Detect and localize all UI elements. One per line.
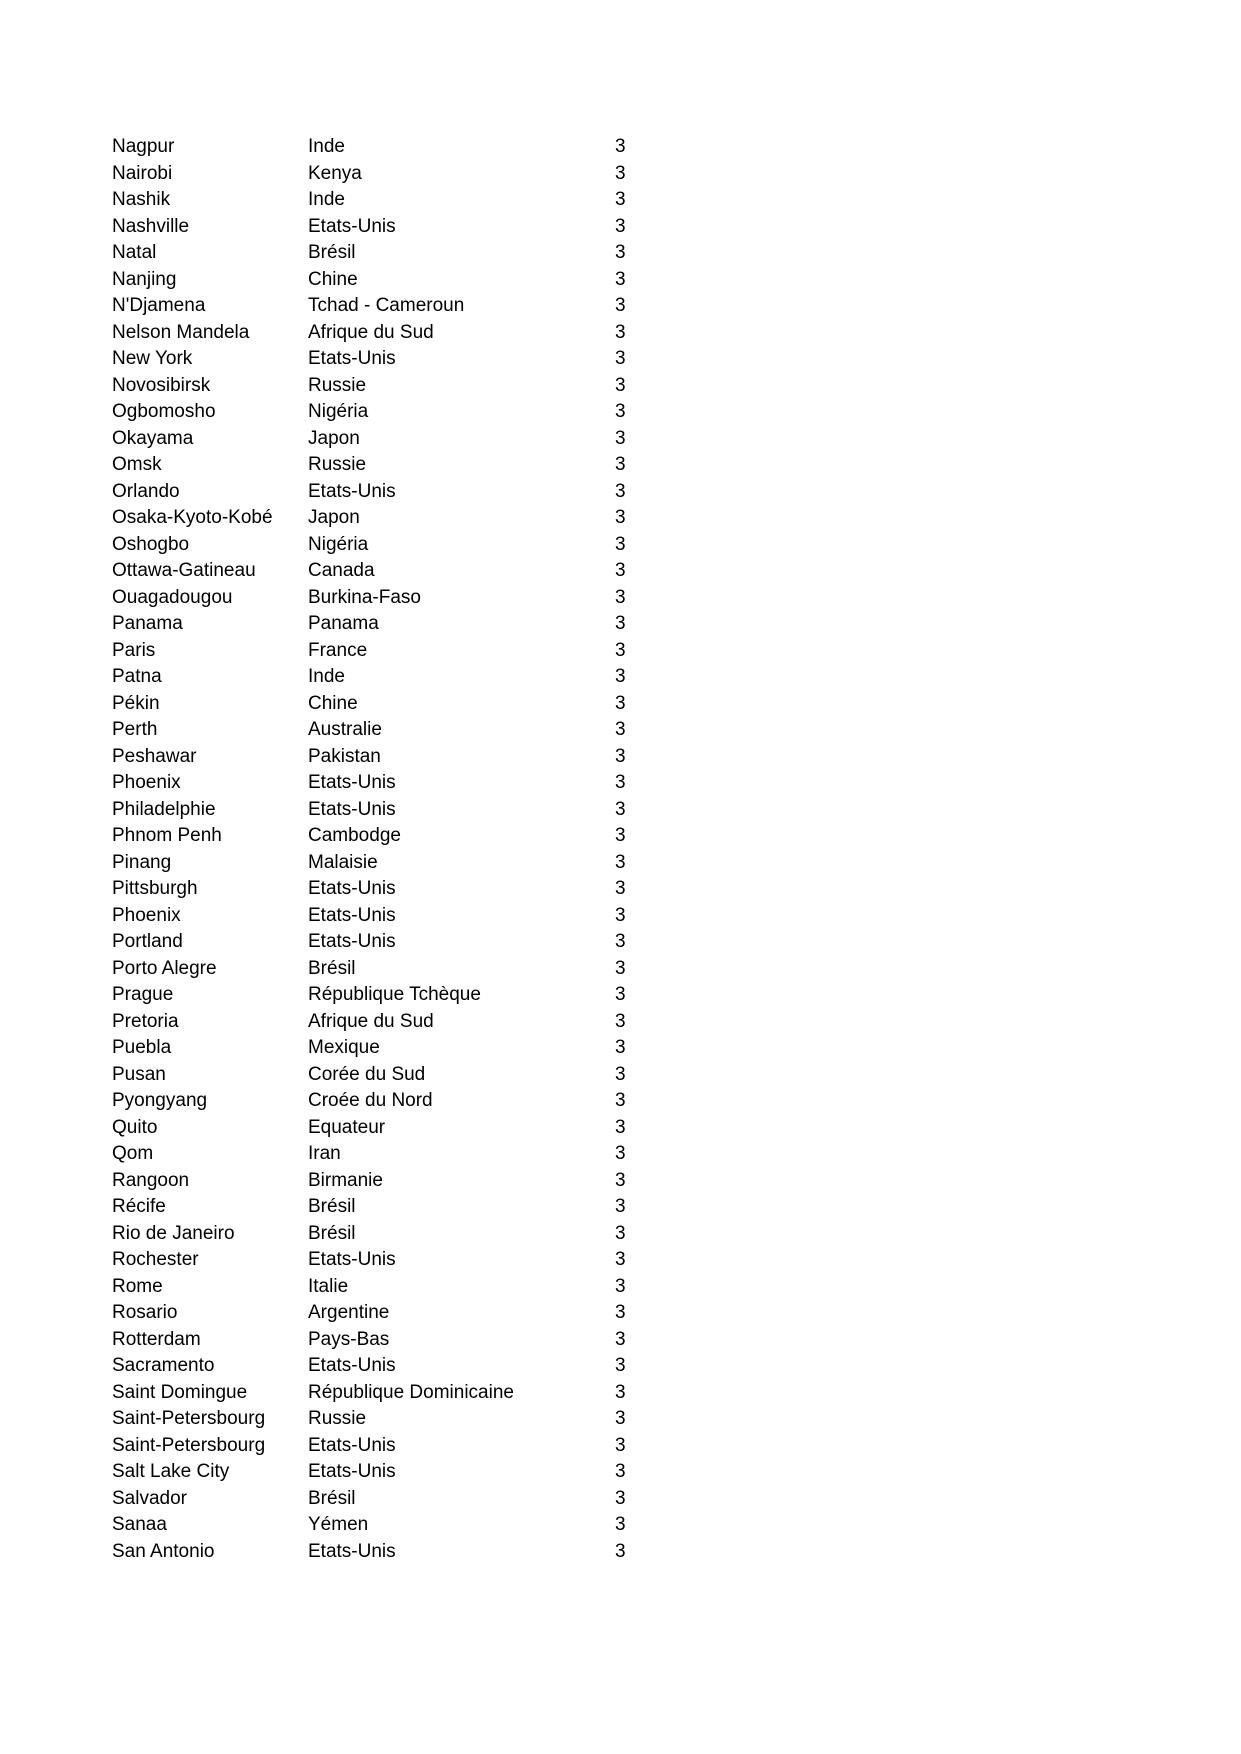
- count-cell: 3: [615, 613, 626, 634]
- city-cell: Osaka-Kyoto-Kobé: [112, 507, 273, 528]
- city-cell: Nelson Mandela: [112, 321, 250, 343]
- country-cell: Etats-Unis: [308, 480, 396, 502]
- table-row: [0, 1062, 1241, 1089]
- city-cell: Prague: [112, 984, 174, 1005]
- country-cell: Iran: [308, 1143, 341, 1164]
- count-cell: 3: [615, 1169, 626, 1191]
- count-cell: 3: [615, 984, 626, 1005]
- country-cell: Japon: [308, 507, 360, 528]
- count-cell: 3: [615, 1116, 626, 1138]
- count-cell: 3: [615, 189, 626, 210]
- count-cell: 3: [615, 798, 626, 820]
- table-row: [0, 426, 1241, 453]
- city-cell: San Antonio: [112, 1540, 215, 1562]
- table-row: [0, 267, 1241, 294]
- table-row: [0, 1247, 1241, 1274]
- country-cell: Cambodge: [308, 825, 401, 846]
- country-cell: Etats-Unis: [308, 1540, 396, 1562]
- city-cell: Okayama: [112, 427, 194, 449]
- count-cell: 3: [615, 480, 626, 502]
- city-cell: Nairobi: [112, 162, 173, 184]
- table-row: [0, 903, 1241, 930]
- count-cell: 3: [615, 1487, 626, 1509]
- city-cell: Puebla: [112, 1037, 172, 1058]
- country-cell: Etats-Unis: [308, 1249, 396, 1270]
- count-cell: 3: [615, 639, 626, 661]
- city-cell: Portland: [112, 931, 183, 952]
- count-cell: 3: [615, 745, 626, 767]
- country-cell: République Tchèque: [308, 984, 481, 1005]
- table-row: [0, 399, 1241, 426]
- table-row: [0, 479, 1241, 506]
- country-cell: Panama: [308, 613, 379, 634]
- country-cell: Etats-Unis: [308, 772, 396, 793]
- city-cell: New York: [112, 348, 193, 369]
- city-cell: Saint-Petersbourg: [112, 1408, 266, 1429]
- city-cell: Pretoria: [112, 1010, 179, 1032]
- country-cell: Etats-Unis: [308, 878, 396, 899]
- count-cell: 3: [615, 1434, 626, 1456]
- count-cell: 3: [615, 1408, 626, 1429]
- country-cell: Etats-Unis: [308, 931, 396, 952]
- count-cell: 3: [615, 268, 626, 290]
- count-cell: 3: [615, 931, 626, 952]
- country-cell: Etats-Unis: [308, 798, 396, 820]
- city-cell: Patna: [112, 666, 162, 687]
- country-cell: Mexique: [308, 1037, 380, 1058]
- country-cell: Brésil: [308, 1222, 356, 1244]
- count-cell: 3: [615, 878, 626, 899]
- city-cell: N'Djamena: [112, 295, 206, 316]
- table-row: [0, 1194, 1241, 1221]
- country-cell: Canada: [308, 560, 375, 581]
- table-row: [0, 187, 1241, 214]
- table-row: [0, 1459, 1241, 1486]
- count-cell: 3: [615, 348, 626, 369]
- table-row: [0, 134, 1241, 161]
- count-cell: 3: [615, 825, 626, 846]
- city-cell: Sanaa: [112, 1514, 167, 1535]
- table-row: [0, 161, 1241, 188]
- table-row: [0, 1009, 1241, 1036]
- country-cell: Russie: [308, 374, 367, 396]
- country-cell: Australie: [308, 719, 382, 740]
- table-row: [0, 558, 1241, 585]
- table-row: [0, 1539, 1241, 1566]
- country-cell: Kenya: [308, 162, 362, 184]
- table-row: [0, 505, 1241, 532]
- table-row: [0, 770, 1241, 797]
- country-cell: Pakistan: [308, 745, 381, 767]
- city-cell: Saint-Petersbourg: [112, 1434, 266, 1456]
- count-cell: 3: [615, 666, 626, 687]
- city-cell: Nashik: [112, 189, 171, 210]
- table-row: [0, 797, 1241, 824]
- table-row: [0, 823, 1241, 850]
- country-cell: Inde: [308, 136, 345, 157]
- country-cell: Etats-Unis: [308, 1461, 396, 1482]
- table-row: [0, 585, 1241, 612]
- table-row: [0, 691, 1241, 718]
- country-cell: Brésil: [308, 1487, 356, 1509]
- table-row: [0, 293, 1241, 320]
- table-row: [0, 1274, 1241, 1301]
- table-row: [0, 1035, 1241, 1062]
- city-cell: Paris: [112, 639, 156, 661]
- city-cell: Rochester: [112, 1249, 199, 1270]
- count-cell: 3: [615, 454, 626, 475]
- count-cell: 3: [615, 162, 626, 184]
- country-cell: Corée du Sud: [308, 1063, 426, 1085]
- table-row: [0, 956, 1241, 983]
- count-cell: 3: [615, 507, 626, 528]
- table-row: [0, 1168, 1241, 1195]
- country-cell: Inde: [308, 666, 345, 687]
- count-cell: 3: [615, 427, 626, 449]
- country-cell: Etats-Unis: [308, 215, 396, 237]
- count-cell: 3: [615, 719, 626, 740]
- count-cell: 3: [615, 1196, 626, 1217]
- country-cell: Tchad - Cameroun: [308, 295, 465, 316]
- table-row: [0, 929, 1241, 956]
- country-cell: Brésil: [308, 957, 356, 979]
- city-cell: Oshogbo: [112, 533, 190, 555]
- count-cell: 3: [615, 957, 626, 979]
- country-cell: Russie: [308, 1408, 367, 1429]
- country-cell: Nigéria: [308, 533, 369, 555]
- city-cell: Salvador: [112, 1487, 187, 1509]
- city-cell: Qom: [112, 1143, 154, 1164]
- country-cell: Birmanie: [308, 1169, 383, 1191]
- city-cell: Pékin: [112, 692, 160, 714]
- count-cell: 3: [615, 560, 626, 581]
- table-row: [0, 611, 1241, 638]
- country-cell: Etats-Unis: [308, 904, 396, 926]
- city-cell: Orlando: [112, 480, 180, 502]
- city-cell: Saint Domingue: [112, 1381, 248, 1403]
- country-cell: Burkina-Faso: [308, 586, 421, 608]
- city-cell: Ottawa-Gatineau: [112, 560, 256, 581]
- count-cell: 3: [615, 1302, 626, 1323]
- city-cell: Porto Alegre: [112, 957, 217, 979]
- city-cell: Pusan: [112, 1063, 166, 1085]
- count-cell: 3: [615, 1514, 626, 1535]
- country-cell: Brésil: [308, 242, 356, 263]
- count-cell: 3: [615, 1381, 626, 1403]
- table-row: [0, 452, 1241, 479]
- table-row: [0, 1300, 1241, 1327]
- count-cell: 3: [615, 692, 626, 714]
- city-cell: Quito: [112, 1116, 158, 1138]
- country-cell: Inde: [308, 189, 345, 210]
- city-cell: Phoenix: [112, 772, 181, 793]
- city-cell: Pittsburgh: [112, 878, 198, 899]
- country-cell: Equateur: [308, 1116, 386, 1138]
- table-row: [0, 214, 1241, 241]
- count-cell: 3: [615, 1540, 626, 1562]
- city-cell: Nashville: [112, 215, 190, 237]
- count-cell: 3: [615, 1010, 626, 1032]
- city-cell: Natal: [112, 242, 157, 263]
- city-cell: Rome: [112, 1275, 163, 1297]
- count-cell: 3: [615, 1355, 626, 1376]
- table-row: [0, 982, 1241, 1009]
- table-row: [0, 876, 1241, 903]
- count-cell: 3: [615, 1063, 626, 1085]
- table-row: [0, 240, 1241, 267]
- city-cell: Ogbomosho: [112, 401, 216, 422]
- table-row: [0, 1115, 1241, 1142]
- count-cell: 3: [615, 1328, 626, 1350]
- country-cell: Malaisie: [308, 851, 378, 873]
- city-cell: Phoenix: [112, 904, 181, 926]
- table-row: [0, 373, 1241, 400]
- country-cell: France: [308, 639, 368, 661]
- city-cell: Rosario: [112, 1302, 178, 1323]
- count-cell: 3: [615, 1275, 626, 1297]
- city-cell: Rotterdam: [112, 1328, 201, 1350]
- city-cell: Perth: [112, 719, 158, 740]
- city-cell: Phnom Penh: [112, 825, 222, 846]
- country-cell: Russie: [308, 454, 367, 475]
- table-row: [0, 1433, 1241, 1460]
- country-cell: Japon: [308, 427, 360, 449]
- table-row: [0, 532, 1241, 559]
- table-row: [0, 1406, 1241, 1433]
- city-cell: Pyongyang: [112, 1090, 208, 1111]
- count-cell: 3: [615, 242, 626, 263]
- country-cell: Italie: [308, 1275, 349, 1297]
- table-row: [0, 1088, 1241, 1115]
- count-cell: 3: [615, 533, 626, 555]
- table-row: [0, 1141, 1241, 1168]
- city-cell: Salt Lake City: [112, 1461, 230, 1482]
- count-cell: 3: [615, 586, 626, 608]
- count-cell: 3: [615, 904, 626, 926]
- city-cell: Omsk: [112, 454, 162, 475]
- city-cell: Sacramento: [112, 1355, 215, 1376]
- city-cell: Nagpur: [112, 136, 175, 157]
- count-cell: 3: [615, 136, 626, 157]
- country-cell: Etats-Unis: [308, 1434, 396, 1456]
- city-cell: Panama: [112, 613, 183, 634]
- count-cell: 3: [615, 772, 626, 793]
- country-cell: Nigéria: [308, 401, 369, 422]
- table-row: [0, 850, 1241, 877]
- country-cell: Yémen: [308, 1514, 369, 1535]
- table-row: [0, 717, 1241, 744]
- count-cell: 3: [615, 1461, 626, 1482]
- country-cell: Chine: [308, 692, 358, 714]
- table-row: [0, 1221, 1241, 1248]
- country-cell: Etats-Unis: [308, 348, 396, 369]
- count-cell: 3: [615, 1037, 626, 1058]
- country-cell: Brésil: [308, 1196, 356, 1217]
- country-cell: République Dominicaine: [308, 1381, 514, 1403]
- count-cell: 3: [615, 295, 626, 316]
- city-cell: Nanjing: [112, 268, 177, 290]
- count-cell: 3: [615, 1143, 626, 1164]
- city-cell: Récife: [112, 1196, 166, 1217]
- count-cell: 3: [615, 1249, 626, 1270]
- table-row: [0, 1353, 1241, 1380]
- table-row: [0, 744, 1241, 771]
- city-cell: Ouagadougou: [112, 586, 233, 608]
- country-cell: Afrique du Sud: [308, 321, 434, 343]
- city-cell: Peshawar: [112, 745, 197, 767]
- table-row: [0, 1380, 1241, 1407]
- country-cell: Afrique du Sud: [308, 1010, 434, 1032]
- count-cell: 3: [615, 1090, 626, 1111]
- count-cell: 3: [615, 1222, 626, 1244]
- count-cell: 3: [615, 374, 626, 396]
- table-row: [0, 1327, 1241, 1354]
- city-cell: Rio de Janeiro: [112, 1222, 235, 1244]
- country-cell: Chine: [308, 268, 358, 290]
- city-country-list: [0, 134, 1241, 1565]
- table-row: [0, 320, 1241, 347]
- table-row: [0, 346, 1241, 373]
- city-cell: Rangoon: [112, 1169, 190, 1191]
- country-cell: Pays-Bas: [308, 1328, 390, 1350]
- count-cell: 3: [615, 321, 626, 343]
- count-cell: 3: [615, 401, 626, 422]
- country-cell: Croée du Nord: [308, 1090, 433, 1111]
- city-cell: Philadelphie: [112, 798, 216, 820]
- count-cell: 3: [615, 215, 626, 237]
- city-cell: Pinang: [112, 851, 172, 873]
- table-row: [0, 664, 1241, 691]
- count-cell: 3: [615, 851, 626, 873]
- table-row: [0, 1512, 1241, 1539]
- country-cell: Etats-Unis: [308, 1355, 396, 1376]
- country-cell: Argentine: [308, 1302, 390, 1323]
- table-row: [0, 638, 1241, 665]
- city-cell: Novosibirsk: [112, 374, 211, 396]
- table-row: [0, 1486, 1241, 1513]
